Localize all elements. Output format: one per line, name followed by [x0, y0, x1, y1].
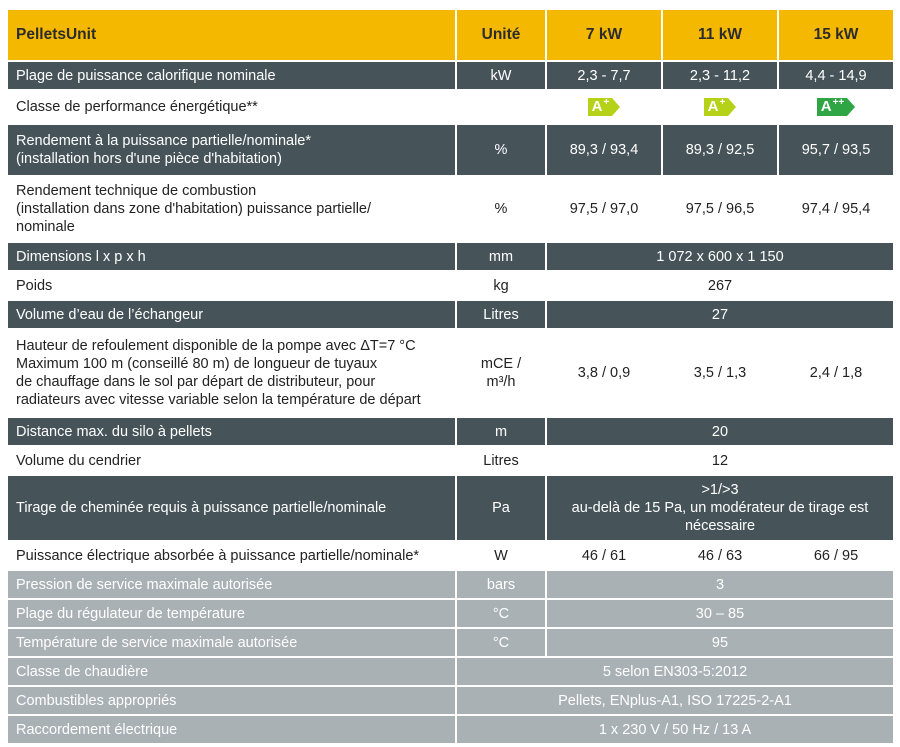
- row-label: Plage de puissance calorifique nominale: [8, 62, 455, 89]
- row-value-all: 3: [547, 571, 893, 598]
- row-unit-line: m³/h: [486, 374, 516, 390]
- row-value: 2,3 - 11,2: [663, 62, 777, 89]
- row-unit: kW: [457, 62, 545, 89]
- table-row: [0, 571, 900, 598]
- row-label: [8, 177, 455, 241]
- header-unit: Unité: [457, 10, 545, 60]
- table-row: [0, 658, 900, 685]
- row-value: 2,3 - 7,7: [547, 62, 661, 89]
- row-label: Classe de performance énergétique**: [8, 91, 455, 123]
- table-row: [0, 600, 900, 627]
- row-unit: %: [457, 125, 545, 175]
- row-unit: [457, 330, 545, 416]
- table-row: [0, 272, 900, 299]
- row-label: Plage du régulateur de température: [8, 600, 455, 627]
- table-header: [0, 10, 900, 60]
- row-value-line: >1/>3: [701, 482, 739, 498]
- row-label: Distance max. du silo à pellets: [8, 418, 455, 445]
- row-unit: kg: [457, 272, 545, 299]
- row-value: 89,3 / 92,5: [663, 125, 777, 175]
- row-label: [8, 125, 455, 175]
- row-label-line: Rendement à la puissance partielle/nominale*: [16, 133, 312, 149]
- row-label: Volume d’eau de l’échangeur: [8, 301, 455, 328]
- row-label: [8, 330, 455, 416]
- table-row: [0, 687, 900, 714]
- header-product: PelletsUnit: [8, 10, 455, 60]
- row-value: 4,4 - 14,9: [779, 62, 893, 89]
- row-label-line: (installation dans zone d'habitation) puissance partielle/: [16, 201, 372, 217]
- row-value-all: 20: [547, 418, 893, 445]
- badge-sup: ++: [832, 97, 845, 108]
- row-unit: Litres: [457, 301, 545, 328]
- row-value: 46 / 63: [663, 542, 777, 569]
- badge-letter: A: [707, 98, 719, 115]
- row-label-line: Hauteur de refoulement disponible de la pompe avec ΔT=7 °C: [16, 338, 416, 354]
- row-label-line: radiateurs avec vitesse variable selon la température de départ: [16, 392, 421, 408]
- row-unit-line: mCE /: [480, 356, 522, 372]
- row-unit: °C: [457, 629, 545, 656]
- row-value: 97,4 / 95,4: [779, 177, 893, 241]
- table-row: [0, 243, 900, 270]
- table-row: [0, 301, 900, 328]
- row-value: 97,5 / 96,5: [663, 177, 777, 241]
- row-unit: W: [457, 542, 545, 569]
- header-model-11kw: 11 kW: [663, 10, 777, 60]
- row-label: Combustibles appropriés: [8, 687, 455, 714]
- row-label: Raccordement électrique: [8, 716, 455, 743]
- row-label-line: Rendement technique de combustion: [16, 183, 257, 199]
- row-value: 3,8 / 0,9: [547, 330, 661, 416]
- table-row: [0, 629, 900, 656]
- row-unit: Pa: [457, 476, 545, 540]
- row-unit: [457, 91, 545, 123]
- row-label: Pression de service maximale autorisée: [8, 571, 455, 598]
- row-value: 46 / 61: [547, 542, 661, 569]
- energy-class-cell: [547, 91, 661, 123]
- badge-sup: +: [719, 97, 726, 108]
- row-value-all: 1 072 x 600 x 1 150: [547, 243, 893, 270]
- row-value-wide: Pellets, ENplus-A1, ISO 17225-2-A1: [457, 687, 893, 714]
- row-label-line: (installation hors d'une pièce d'habitation): [16, 151, 282, 167]
- row-value: 95,7 / 93,5: [779, 125, 893, 175]
- table-row: [0, 330, 900, 416]
- row-label: Classe de chaudière: [8, 658, 455, 685]
- badge-letter: A: [820, 98, 832, 115]
- table-row: [0, 62, 900, 89]
- row-unit: m: [457, 418, 545, 445]
- row-label: Volume du cendrier: [8, 447, 455, 474]
- row-unit: Litres: [457, 447, 545, 474]
- row-label-line: de chauffage dans le sol par départ de distributeur, pour: [16, 374, 376, 390]
- row-label: Température de service maximale autorisée: [8, 629, 455, 656]
- row-value: 89,3 / 93,4: [547, 125, 661, 175]
- row-label-line: Maximum 100 m (conseillé 80 m) de longueur de tuyaux: [16, 356, 378, 372]
- table-row: [0, 476, 900, 540]
- row-value-all: [547, 476, 893, 540]
- table-row: [0, 447, 900, 474]
- row-value: 66 / 95: [779, 542, 893, 569]
- energy-class-cell: [663, 91, 777, 123]
- badge-letter: A: [591, 98, 603, 115]
- row-value-all: 12: [547, 447, 893, 474]
- row-value-all: 95: [547, 629, 893, 656]
- energy-label-a-plus-plus-icon: [817, 98, 856, 116]
- table-row: [0, 418, 900, 445]
- table-row: [0, 125, 900, 175]
- header-model-7kw: 7 kW: [547, 10, 661, 60]
- table-row: [0, 716, 900, 743]
- row-label: Puissance électrique absorbée à puissance partielle/nominale*: [8, 542, 455, 569]
- row-value: 3,5 / 1,3: [663, 330, 777, 416]
- table-row: [0, 177, 900, 241]
- row-label: Dimensions l x p x h: [8, 243, 455, 270]
- row-value-all: 27: [547, 301, 893, 328]
- energy-label-a-plus-icon: [704, 98, 737, 116]
- row-value: 97,5 / 97,0: [547, 177, 661, 241]
- row-unit: %: [457, 177, 545, 241]
- row-label-line: nominale: [16, 219, 75, 235]
- row-label: Tirage de cheminée requis à puissance partielle/nominale: [8, 476, 455, 540]
- row-label: Poids: [8, 272, 455, 299]
- row-value-line: au-delà de 15 Pa, un modérateur de tirage est: [571, 500, 869, 516]
- energy-label-a-plus-icon: [588, 98, 621, 116]
- row-value-all: 267: [547, 272, 893, 299]
- badge-sup: +: [603, 97, 610, 108]
- row-value-line: nécessaire: [684, 518, 756, 534]
- table-row: [0, 91, 900, 123]
- row-unit: °C: [457, 600, 545, 627]
- row-unit: mm: [457, 243, 545, 270]
- table-row: [0, 542, 900, 569]
- row-unit: bars: [457, 571, 545, 598]
- header-model-15kw: 15 kW: [779, 10, 893, 60]
- row-value-wide: 5 selon EN303-5:2012: [457, 658, 893, 685]
- row-value: 2,4 / 1,8: [779, 330, 893, 416]
- row-value-all: 30 – 85: [547, 600, 893, 627]
- row-value-wide: 1 x 230 V / 50 Hz / 13 A: [457, 716, 893, 743]
- energy-class-cell: [779, 91, 893, 123]
